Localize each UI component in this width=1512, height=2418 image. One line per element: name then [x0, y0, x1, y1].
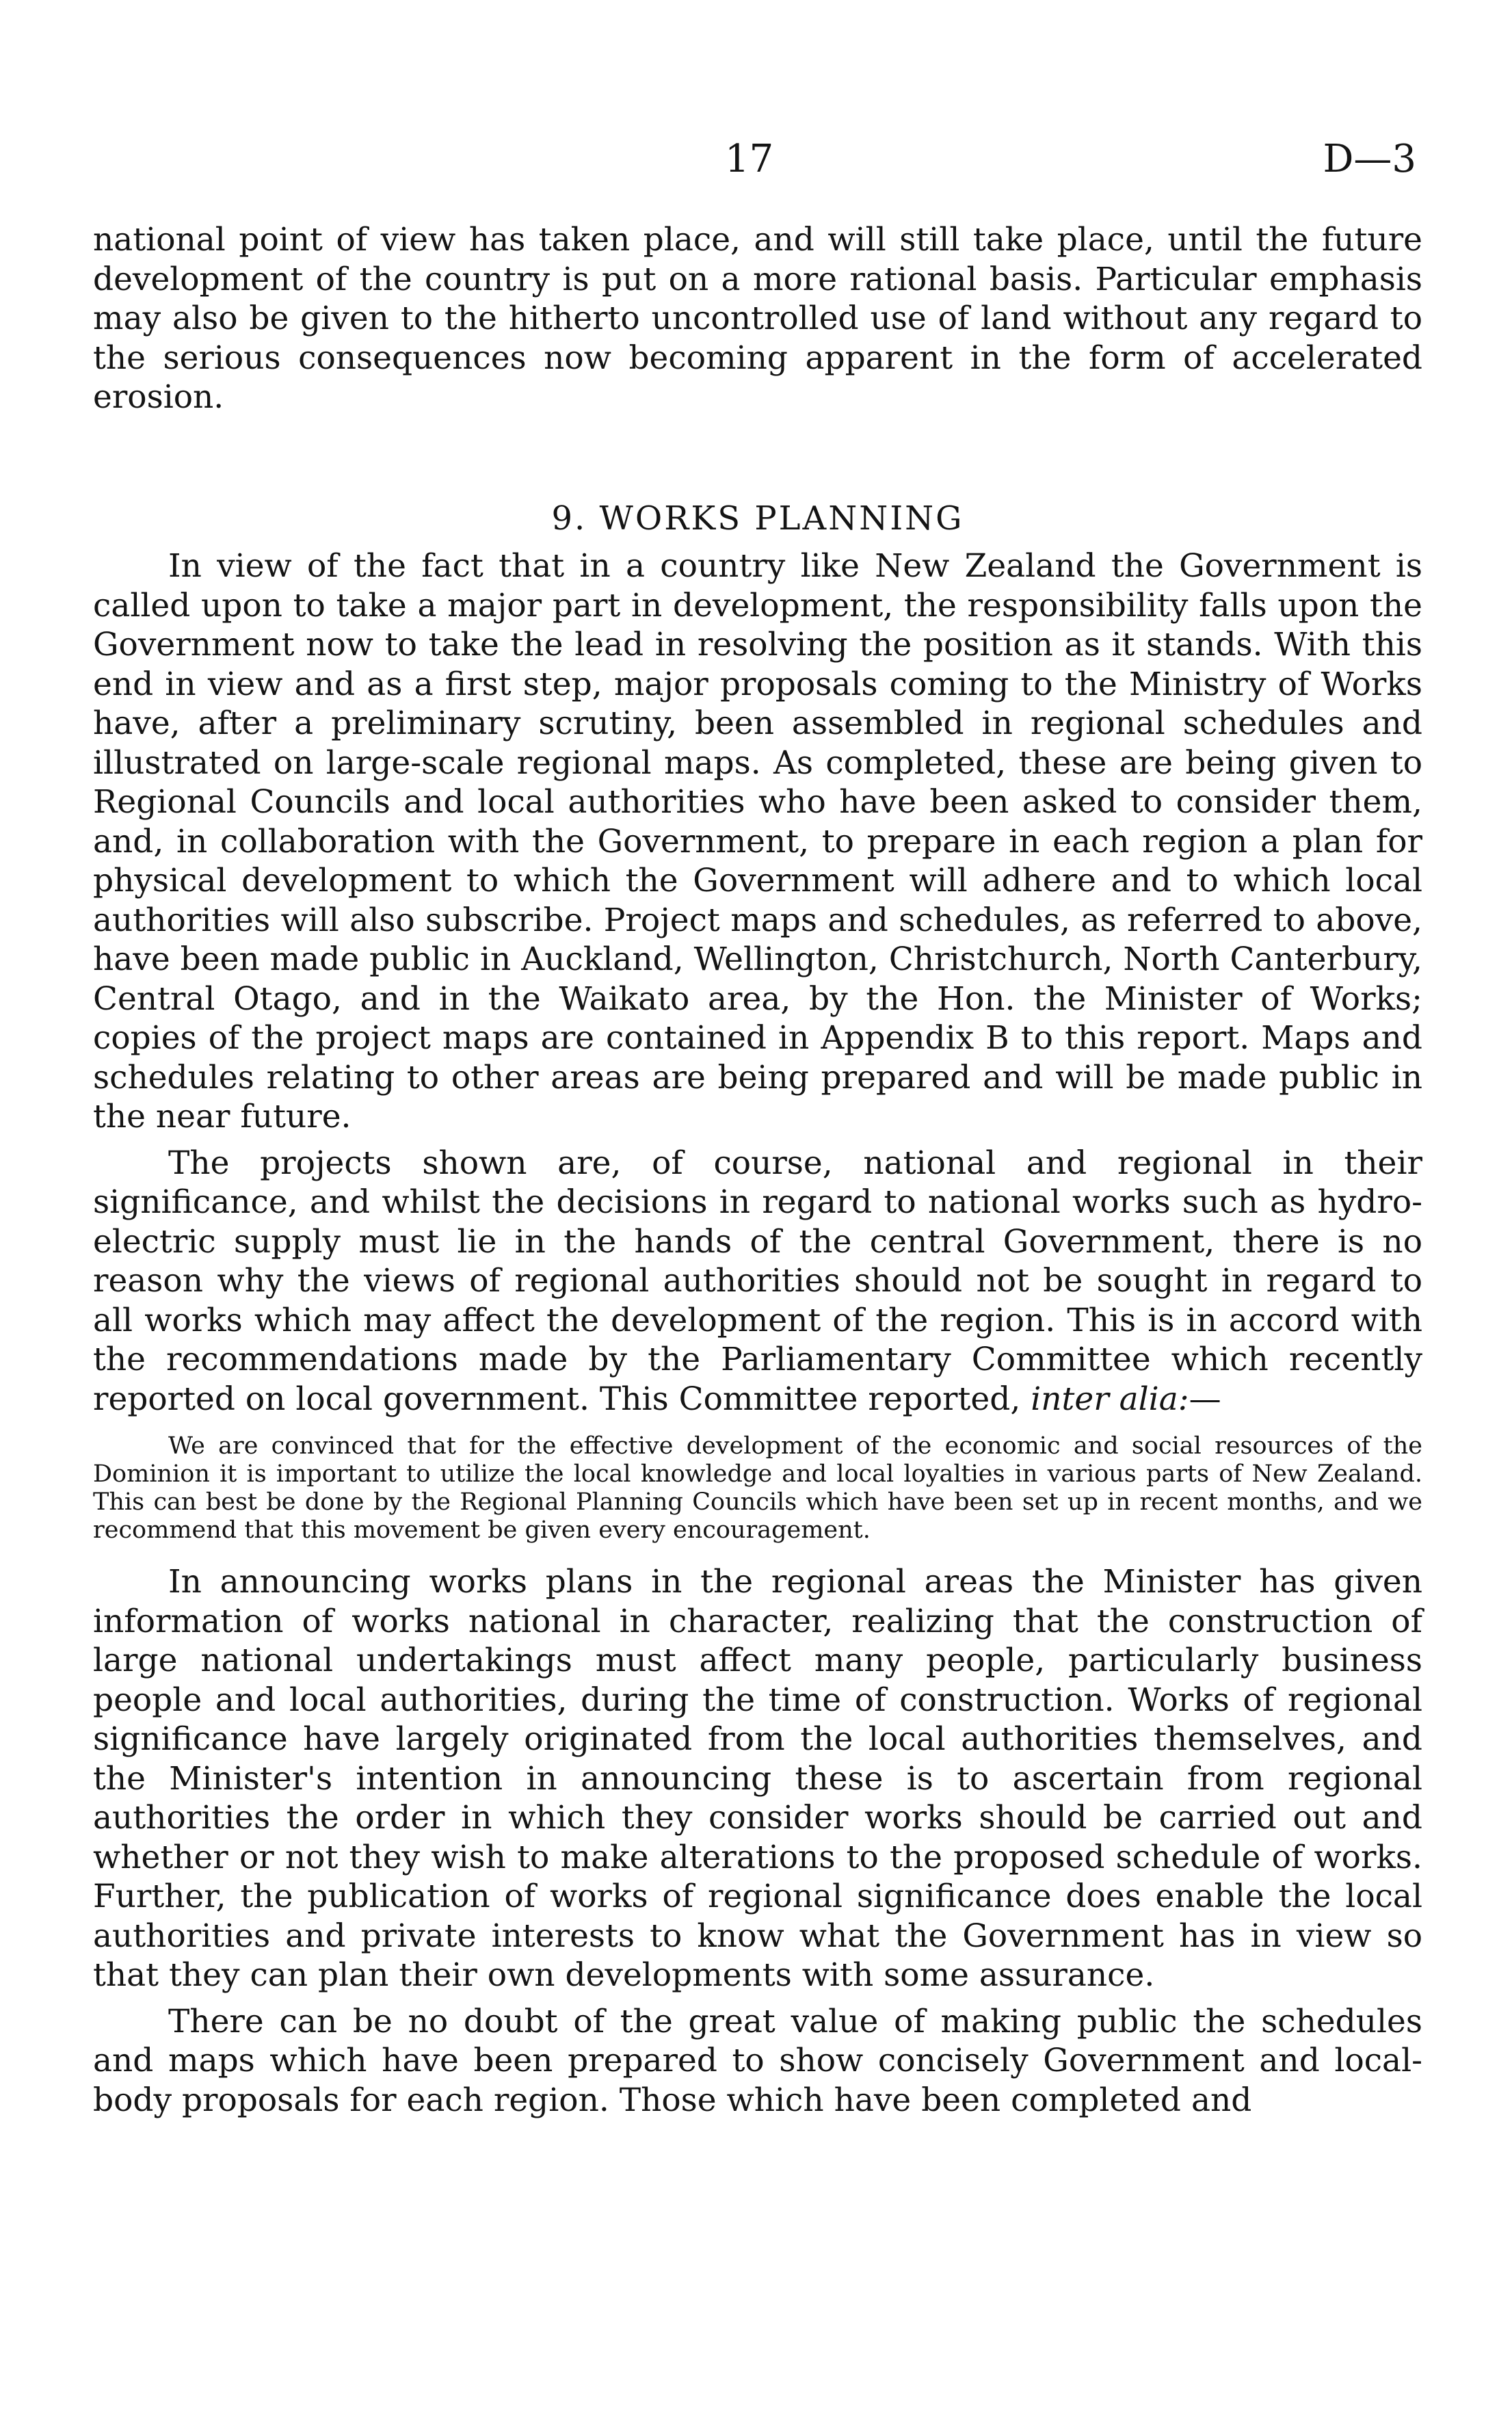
committee-quote: We are convinced that for the effective development of the economic and social resources of the Dominion it is important to utilize the local knowledge and local loyalties in various parts of New Zealand. This can best be done by the Regional Planning Councils which have been set up in recent months, and we recommend that this movement be given every encouragement. — [93, 1432, 1422, 1544]
page-number: 17 — [725, 137, 774, 181]
intro-paragraph: national point of view has taken place, and will still take place, until the future development of the country is put on a more rational basis. Particular emphasis may also be given to the hitherto uncontrolled use of land without any regard to the serious consequences now becoming apparent in the form of accelerated erosion. — [93, 221, 1422, 416]
paragraph-2-text: The projects shown are, of course, national and regional in their significance, and whilst the decisions in regard to national works such as hydro-electric supply must lie in the hands of the central Government, there is no reason why the views of regional authorities should not be sought in regard to all works which may affect the development of the region. This is in accord with the recommendations made by the Parliamentary Committee which recently reported on local government. This Committee reported, — [93, 1144, 1422, 1418]
works-planning-paragraph-1: In view of the fact that in a country like New Zealand the Government is called upon to take a major part in development, the responsibility falls upon the Government now to take the lead in resolving the position as it stands. With this end in view and as a first step, major proposals coming to the Ministry of Works have, after a preliminary scrutiny, been assembled in regional schedules and illustrated on large-scale regional maps. As completed, these are being given to Regional Councils and local authorities who have been asked to consider them, and, in collaboration with the Government, to prepare in each region a plan for physical development to which the Government will adhere and to which local authorities will also subscribe. Project maps and schedules, as referred to above, have been made public in Auckland, Wellington, Christchurch, North Canterbury, Central Otago, and in the Waikato area, by the Hon. the Minister of Works; copies of the project maps are contained in Appendix B to this report. Maps and schedules relating to other areas are being prepared and will be made public in the near future. — [93, 547, 1422, 1135]
page-body — [93, 220, 1422, 2120]
works-planning-paragraph-2 — [93, 1144, 1422, 1419]
works-planning-paragraph-4: There can be no doubt of the great value of making public the schedules and maps which have been prepared to show concisely Government and local-body proposals for each region. Those which have been completed and — [93, 2002, 1422, 2119]
em-dash: — — [1189, 1380, 1221, 1418]
works-planning-paragraph-3: In announcing works plans in the regional areas the Minister has given information of works national in character, realizing that the construction of large national undertakings must affect many people, particularly business people and local authorities, during the time of construction. Works of regional significance have largely originated from the local authorities themselves, and the Minister's intention in announcing these is to ascertain from regional authorities the order in which they consider works should be carried out and whether or not they wish to make alterations to the proposed schedule of works. Further, the publication of works of regional significance does enable the local authorities and private interests to know what the Government has in view so that they can plan their own developments with some assurance. — [93, 1563, 1422, 1994]
page-header — [0, 137, 1512, 192]
document-reference: D—3 — [1323, 137, 1416, 181]
section-heading: 9. WORKS PLANNING — [551, 499, 964, 538]
latin-phrase: inter alia: — [1031, 1380, 1189, 1418]
